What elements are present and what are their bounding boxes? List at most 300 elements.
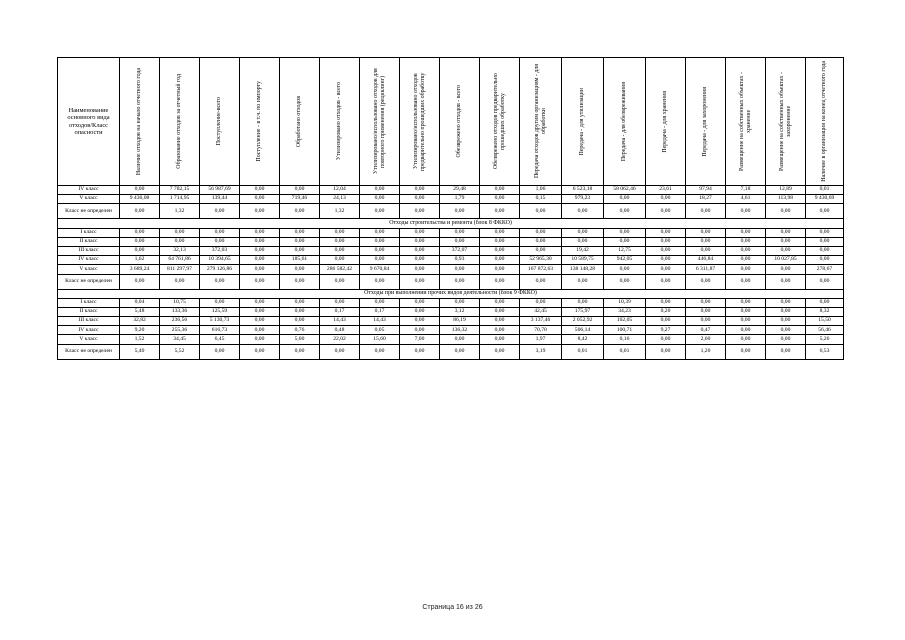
table-cell: 113,98: [766, 195, 806, 204]
table-cell: 10,39: [604, 298, 646, 307]
table-cell: 0,00: [240, 265, 280, 274]
table-cell: 0,00: [686, 204, 726, 219]
table-cell: 0,04: [120, 298, 160, 307]
table-cell: 0,00: [480, 298, 520, 307]
table-cell: 175,97: [562, 307, 604, 316]
header-label: Обезврежено отходов предварительно прошедших обработку: [492, 73, 506, 170]
table-cell: 5,48: [120, 307, 160, 316]
table-row: [58, 237, 844, 246]
table-cell: 0,00: [766, 307, 806, 316]
table-cell: 0,00: [240, 317, 280, 326]
table-cell: 0,00: [480, 326, 520, 335]
table-cell: 6,45: [200, 335, 240, 344]
table-cell: 10 027,85: [766, 256, 806, 265]
table-cell: 0,00: [726, 326, 766, 335]
table-cell: 506,14: [562, 326, 604, 335]
header-column: [240, 58, 280, 186]
table-cell: 0,00: [120, 186, 160, 195]
table-cell: 52 965,30: [520, 256, 562, 265]
table-cell: 10 394,65: [200, 256, 240, 265]
header-column: [320, 58, 360, 186]
table-cell: 0,00: [806, 228, 844, 237]
table-cell: 0,00: [646, 274, 686, 289]
header-column: [400, 58, 440, 186]
table-cell: 0,00: [200, 274, 240, 289]
table-cell: 0,00: [160, 228, 200, 237]
row-label: II класс: [58, 237, 120, 246]
table-cell: 236,56: [160, 317, 200, 326]
table-cell: 0,00: [400, 237, 440, 246]
row-label: IV класс: [58, 326, 120, 335]
section-title: Отходы строительства и ремонта (блок 8 ФККО): [58, 219, 844, 228]
table-cell: 0,00: [604, 265, 646, 274]
table-cell: 372,03: [200, 246, 240, 255]
table-cell: 0,00: [646, 228, 686, 237]
table-cell: 0,00: [726, 274, 766, 289]
header-label: Утилизировано/использовано отходов для повторного применения (рециклинг): [372, 68, 386, 175]
table-cell: 64 761,86: [160, 256, 200, 265]
table-cell: 0,00: [240, 186, 280, 195]
table-cell: 0,00: [646, 204, 686, 219]
table-cell: 32,13: [160, 246, 200, 255]
table-cell: 14,43: [320, 317, 360, 326]
table-cell: 1,06: [520, 186, 562, 195]
table-cell: 286 582,42: [320, 265, 360, 274]
table-cell: 0,00: [480, 344, 520, 359]
table-cell: 3,12: [440, 307, 480, 316]
table-cell: 15,60: [360, 335, 400, 344]
table-cell: 0,00: [520, 298, 562, 307]
table-cell: 0,00: [806, 246, 844, 255]
header-label: Поступление-всего: [216, 97, 223, 146]
header-label: Размещение на собственных объектах - захоронение: [778, 72, 792, 171]
table-cell: 0,00: [520, 237, 562, 246]
table-cell: 0,00: [480, 228, 520, 237]
table-cell: 0,00: [766, 274, 806, 289]
table-cell: 0,00: [726, 307, 766, 316]
table-cell: 6 311,87: [686, 265, 726, 274]
table-cell: 0,00: [400, 265, 440, 274]
table-row: [58, 195, 844, 204]
table-row: [58, 335, 844, 344]
table-cell: 0,00: [400, 317, 440, 326]
row-label: V класс: [58, 265, 120, 274]
table-cell: 0,00: [400, 256, 440, 265]
table-cell: 0,00: [400, 204, 440, 219]
table-cell: 0,00: [562, 228, 604, 237]
table-cell: 0,00: [480, 317, 520, 326]
table-cell: 23,61: [646, 186, 686, 195]
header-column: [200, 58, 240, 186]
table-row: [58, 317, 844, 326]
table-cell: 0,01: [806, 186, 844, 195]
table-cell: 0,00: [360, 228, 400, 237]
table-cell: 9 436,08: [120, 195, 160, 204]
table-cell: 0,00: [400, 344, 440, 359]
table-cell: 34,23: [604, 307, 646, 316]
header-column: [280, 58, 320, 186]
table-cell: 102,05: [604, 317, 646, 326]
table-cell: 0,00: [400, 186, 440, 195]
row-label: I класс: [58, 228, 120, 237]
row-label: Класс не определен: [58, 344, 120, 359]
table-cell: 0,00: [400, 228, 440, 237]
table-cell: 2,60: [686, 335, 726, 344]
table-cell: 0,00: [766, 246, 806, 255]
table-cell: 0,06: [646, 317, 686, 326]
table-row: [58, 186, 844, 195]
table-cell: 0,00: [646, 256, 686, 265]
table-cell: 8,42: [562, 335, 604, 344]
table-cell: 0,00: [520, 228, 562, 237]
row-label: II класс: [58, 307, 120, 316]
table-cell: 1,52: [120, 335, 160, 344]
table-cell: 0,00: [520, 274, 562, 289]
table-cell: 100,71: [604, 326, 646, 335]
table-cell: 719,46: [280, 195, 320, 204]
header-label: Утилизировано отходов - всего: [336, 82, 343, 161]
table-cell: 9 670,84: [360, 265, 400, 274]
table-cell: 0,00: [280, 317, 320, 326]
table-cell: 0,00: [240, 335, 280, 344]
table-cell: 9,20: [120, 326, 160, 335]
header-column: [562, 58, 604, 186]
table-cell: 0,00: [240, 228, 280, 237]
table-cell: 0,00: [520, 204, 562, 219]
table-cell: 0,00: [400, 274, 440, 289]
table-cell: 0,00: [400, 326, 440, 335]
section-row: [58, 289, 844, 298]
table-cell: 136,32: [440, 326, 480, 335]
table-cell: 0,00: [646, 344, 686, 359]
table-cell: 0,00: [562, 298, 604, 307]
table-cell: 0,00: [766, 317, 806, 326]
table-cell: 1,97: [520, 335, 562, 344]
table-cell: 0,00: [686, 246, 726, 255]
table-cell: 0,00: [766, 326, 806, 335]
table-cell: 0,00: [646, 265, 686, 274]
table-cell: 139,44: [200, 195, 240, 204]
table-cell: 0,00: [480, 307, 520, 316]
table-cell: 1 714,95: [160, 195, 200, 204]
table-cell: 97,94: [686, 186, 726, 195]
table-cell: 0,76: [280, 326, 320, 335]
table-cell: 0,00: [646, 246, 686, 255]
table-cell: 0,00: [200, 344, 240, 359]
table-cell: 0,00: [604, 228, 646, 237]
table-cell: 0,00: [360, 237, 400, 246]
table-cell: 0,00: [806, 256, 844, 265]
table-cell: 0,00: [280, 274, 320, 289]
table-cell: 0,00: [240, 344, 280, 359]
table-cell: 0,15: [520, 195, 562, 204]
table-cell: 0,01: [562, 344, 604, 359]
table-cell: 0,00: [360, 256, 400, 265]
table-cell: 0,00: [280, 204, 320, 219]
table-cell: 125,59: [200, 307, 240, 316]
table-cell: 0,00: [320, 228, 360, 237]
table-cell: 0,00: [646, 237, 686, 246]
table-row: [58, 204, 844, 219]
table-cell: 1,79: [440, 195, 480, 204]
table-cell: 8,32: [806, 307, 844, 316]
table-cell: 0,00: [440, 204, 480, 219]
table-cell: 0,00: [726, 344, 766, 359]
table-cell: 0,00: [604, 195, 646, 204]
header-label: Передача - для обезвреживания: [621, 81, 628, 162]
header-column: [520, 58, 562, 186]
table-cell: 5,52: [160, 344, 200, 359]
table-row: [58, 256, 844, 265]
table-cell: 0,00: [120, 237, 160, 246]
table-cell: 1,32: [160, 204, 200, 219]
table-cell: 0,00: [400, 195, 440, 204]
header-column: [604, 58, 646, 186]
header-label: Наличие отходов на начало отчетного года: [136, 67, 143, 176]
table-cell: 0,00: [726, 298, 766, 307]
table-cell: 0,01: [604, 344, 646, 359]
table-cell: 12,75: [604, 246, 646, 255]
header-label: Утилизировано/использовано отходов предварительно прошедших обработку: [412, 72, 426, 171]
table-cell: 0,20: [646, 307, 686, 316]
table-cell: 0,00: [120, 228, 160, 237]
header-label: Образование отходов за отчетный год: [176, 74, 183, 169]
table-cell: 0,00: [726, 228, 766, 237]
table-cell: 0,00: [520, 246, 562, 255]
row-label: Класс не определен: [58, 274, 120, 289]
table-cell: 0,00: [240, 298, 280, 307]
header-label: Передача отходов другим организациям - для обработки: [533, 64, 547, 179]
header-label: Обработано отходов: [296, 95, 303, 148]
table-cell: 0,00: [726, 237, 766, 246]
header-label: Размещение на собственных объектах - хранение: [738, 72, 752, 171]
table-row: [58, 326, 844, 335]
table-cell: 0,00: [280, 265, 320, 274]
table-cell: 0,00: [646, 335, 686, 344]
table-cell: 0,00: [320, 237, 360, 246]
table-cell: 0,00: [440, 274, 480, 289]
table-cell: 0,00: [480, 265, 520, 274]
table-cell: 0,00: [280, 298, 320, 307]
table-cell: 0,00: [480, 195, 520, 204]
header-column: [726, 58, 766, 186]
page-footer: Страница 16 из 26: [422, 604, 483, 611]
table-cell: 34,45: [160, 335, 200, 344]
table-cell: 0,00: [360, 204, 400, 219]
table-cell: 0,00: [240, 195, 280, 204]
table-cell: 0,00: [400, 246, 440, 255]
table-row: [58, 298, 844, 307]
table-cell: 0,00: [240, 246, 280, 255]
table-cell: 12,04: [320, 186, 360, 195]
table-cell: 0,16: [604, 335, 646, 344]
table-cell: 0,00: [686, 307, 726, 316]
table-cell: 0,00: [200, 237, 240, 246]
table-cell: 0,00: [766, 298, 806, 307]
table-cell: 0,00: [686, 317, 726, 326]
table-cell: 0,00: [440, 237, 480, 246]
table-cell: 0,00: [320, 274, 360, 289]
table-cell: 5 130,73: [200, 317, 240, 326]
table-cell: 0,00: [440, 298, 480, 307]
table-row: [58, 265, 844, 274]
header-column: [806, 58, 844, 186]
waste-data-table: [57, 57, 844, 360]
table-cell: 0,00: [320, 256, 360, 265]
header-category: Наименование основного вида отходов/Класс опасности: [58, 58, 120, 186]
table-cell: 0,00: [360, 195, 400, 204]
table-cell: 255,36: [160, 326, 200, 335]
table-cell: 9 430,69: [806, 195, 844, 204]
table-cell: 0,00: [240, 204, 280, 219]
row-label: IV класс: [58, 256, 120, 265]
table-cell: 0,00: [280, 246, 320, 255]
table-cell: 0,00: [240, 326, 280, 335]
table-cell: 979,23: [562, 195, 604, 204]
table-cell: 4,61: [726, 195, 766, 204]
section-row: [58, 219, 844, 228]
table-cell: 0,00: [480, 204, 520, 219]
table-cell: 0,00: [440, 228, 480, 237]
table-cell: 0,17: [360, 307, 400, 316]
table-cell: 0,00: [480, 246, 520, 255]
table-cell: 616,73: [200, 326, 240, 335]
table-cell: 29,48: [440, 186, 480, 195]
table-cell: 0,00: [360, 344, 400, 359]
table-cell: 0,00: [280, 186, 320, 195]
table-row: [58, 246, 844, 255]
table-cell: 0,00: [686, 237, 726, 246]
table-cell: 0,00: [806, 204, 844, 219]
table-cell: 0,00: [240, 256, 280, 265]
table-cell: 19,42: [562, 246, 604, 255]
table-cell: 0,00: [766, 204, 806, 219]
table-cell: 0,00: [240, 274, 280, 289]
row-label: V класс: [58, 195, 120, 204]
table-cell: 0,05: [360, 326, 400, 335]
table-cell: 56,46: [806, 326, 844, 335]
table-cell: 0,93: [440, 256, 480, 265]
table-cell: 0,00: [360, 246, 400, 255]
table-cell: 0,00: [562, 237, 604, 246]
row-label: Класс не определен: [58, 204, 120, 219]
table-cell: 0,00: [766, 237, 806, 246]
header-label: Передача - для захоронения: [702, 86, 709, 157]
table-cell: 5,40: [120, 344, 160, 359]
row-label: III класс: [58, 246, 120, 255]
table-cell: 3 689,24: [120, 265, 160, 274]
table-cell: 14,43: [360, 317, 400, 326]
table-cell: 12,89: [766, 186, 806, 195]
table-cell: 0,00: [806, 298, 844, 307]
table-cell: 0,00: [240, 237, 280, 246]
table-cell: 6 523,18: [562, 186, 604, 195]
row-label: V класс: [58, 335, 120, 344]
table-cell: 0,00: [320, 246, 360, 255]
table-cell: 0,00: [686, 298, 726, 307]
table-cell: 0,00: [766, 265, 806, 274]
table-cell: 0,17: [320, 307, 360, 316]
table-cell: 0,00: [726, 335, 766, 344]
table-cell: 1,20: [686, 344, 726, 359]
table-cell: 0,00: [400, 298, 440, 307]
table-cell: 0,00: [604, 237, 646, 246]
table-cell: 0,00: [806, 237, 844, 246]
table-cell: 2 052,92: [562, 317, 604, 326]
table-cell: 24,13: [320, 195, 360, 204]
header-label: Поступление - в т.ч. по импорту: [256, 81, 263, 162]
table-cell: 0,00: [120, 274, 160, 289]
header-column: [160, 58, 200, 186]
table-cell: 0,00: [280, 228, 320, 237]
table-cell: 372,07: [440, 246, 480, 255]
table-cell: 7,18: [726, 186, 766, 195]
header-column: [686, 58, 726, 186]
table-cell: 86,19: [440, 317, 480, 326]
table-cell: 0,00: [806, 274, 844, 289]
table-cell: 167 872,63: [520, 265, 562, 274]
table-row: [58, 344, 844, 359]
table-cell: 0,00: [320, 344, 360, 359]
table-cell: 42,45: [520, 307, 562, 316]
header-label: Наличие в организации на конец отчетного года: [821, 61, 828, 182]
header-label: Передача - для утилизации: [579, 87, 586, 156]
table-cell: 0,00: [200, 228, 240, 237]
table-cell: 0,00: [766, 335, 806, 344]
header-column: [440, 58, 480, 186]
table-cell: 0,00: [646, 195, 686, 204]
row-label: IV класс: [58, 186, 120, 195]
table-cell: 0,00: [440, 344, 480, 359]
table-cell: 0,00: [200, 204, 240, 219]
table-cell: 10 589,75: [562, 256, 604, 265]
header-label: Передача - для хранения: [662, 90, 669, 153]
table-cell: 0,00: [562, 204, 604, 219]
header-column: [120, 58, 160, 186]
table-cell: 0,00: [280, 237, 320, 246]
table-cell: 0,48: [320, 326, 360, 335]
table-cell: 10,75: [160, 298, 200, 307]
table-cell: 0,00: [400, 307, 440, 316]
table-cell: 56 987,69: [200, 186, 240, 195]
table-cell: 0,00: [200, 298, 240, 307]
table-cell: 138 148,28: [562, 265, 604, 274]
table-cell: 0,00: [320, 298, 360, 307]
row-label: III класс: [58, 317, 120, 326]
table-cell: 0,00: [240, 307, 280, 316]
table-cell: 811 297,97: [160, 265, 200, 274]
table-cell: 278,67: [806, 265, 844, 274]
table-cell: 6,53: [806, 344, 844, 359]
table-cell: 0,00: [480, 237, 520, 246]
header-column: [766, 58, 806, 186]
table-row: [58, 307, 844, 316]
header-column: [480, 58, 520, 186]
table-cell: 0,47: [686, 326, 726, 335]
table-cell: 5,26: [806, 335, 844, 344]
table-cell: 0,00: [726, 265, 766, 274]
table-cell: 0,00: [160, 237, 200, 246]
table-cell: 0,00: [480, 186, 520, 195]
table-cell: 5,00: [280, 335, 320, 344]
table-cell: 0,00: [440, 265, 480, 274]
table-cell: 9,27: [646, 326, 686, 335]
section-title: Отходы при выполнении прочих видов деятельности (блок 9 ФККО): [58, 289, 844, 298]
table-cell: 0,00: [726, 256, 766, 265]
table-row: [58, 274, 844, 289]
table-cell: 0,00: [480, 335, 520, 344]
table-cell: 0,00: [280, 307, 320, 316]
